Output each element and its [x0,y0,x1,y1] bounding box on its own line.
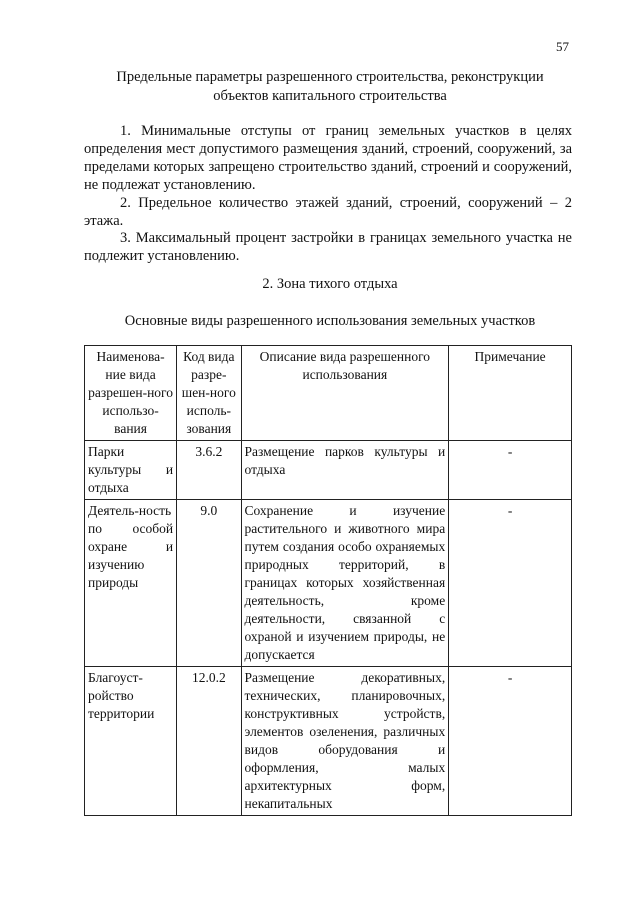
row-name: Благоуст-ройство территории [85,667,177,816]
paragraph-floors [84,194,572,230]
paragraph-setbacks [84,122,572,194]
header-name: Наименова-ние вида разрешен-ного использо-вания [85,346,177,441]
row-description: Размещение декоративных, технических, планировочных, конструктивных устройств, элементов озеленения, различных видов оборудования и оформления, малых архитектурных форм, некапитальных [241,667,449,816]
header-code: Код вида разре-шен-ного исполь-зования [177,346,241,441]
row-description: Размещение парков культуры и отдыха [241,441,449,500]
row-note: - [449,667,572,816]
heading-line-2: объектов капитального строительства [213,88,447,104]
table-row [85,667,572,816]
header-description: Описание вида разрешенного использования [241,346,449,441]
row-code: 12.0.2 [177,667,241,816]
paragraph-floors-text: 2. Предельное количество этажей зданий, строений, сооружений – 2 этажа. [84,195,572,229]
row-name: Деятель-ность по особой охране и изучению природы [85,500,177,667]
paragraph-coverage [84,229,572,265]
paragraph-setbacks-text: 1. Минимальные отступы от границ земельных участков в целях определения мест допустимого размещения зданий, строений, сооружений, за пределами которых запрещено строительство зданий, строений и сооружений, не подлежат установлению. [84,123,572,193]
uses-title: Основные виды разрешенного использования земельных участков [124,313,536,329]
row-code: 3.6.2 [177,441,241,500]
row-description: Сохранение и изучение растительного и животного мира путем создания особо охраняемых природных территорий, в границах которых хозяйственная деятельность, кроме деятельности, связанной с охраной и изучением природы, не допускается [241,500,449,667]
zone-title: 2. Зона тихого отдыха [262,276,398,292]
row-note: - [449,441,572,500]
paragraph-coverage-text: 3. Максимальный процент застройки в границах земельного участка не подлежит установлению. [84,230,572,264]
row-note: - [449,500,572,667]
table-header-row [85,346,572,441]
table-row [85,500,572,667]
row-name: Парки культуры и отдыха [85,441,177,500]
section-heading [80,68,580,106]
header-note: Примечание [449,346,572,441]
heading-line-1: Предельные параметры разрешенного строительства, реконструкции [116,69,544,85]
page-number: 57 [556,39,569,54]
table-row [85,441,572,500]
row-code: 9.0 [177,500,241,667]
land-use-table [84,345,572,816]
